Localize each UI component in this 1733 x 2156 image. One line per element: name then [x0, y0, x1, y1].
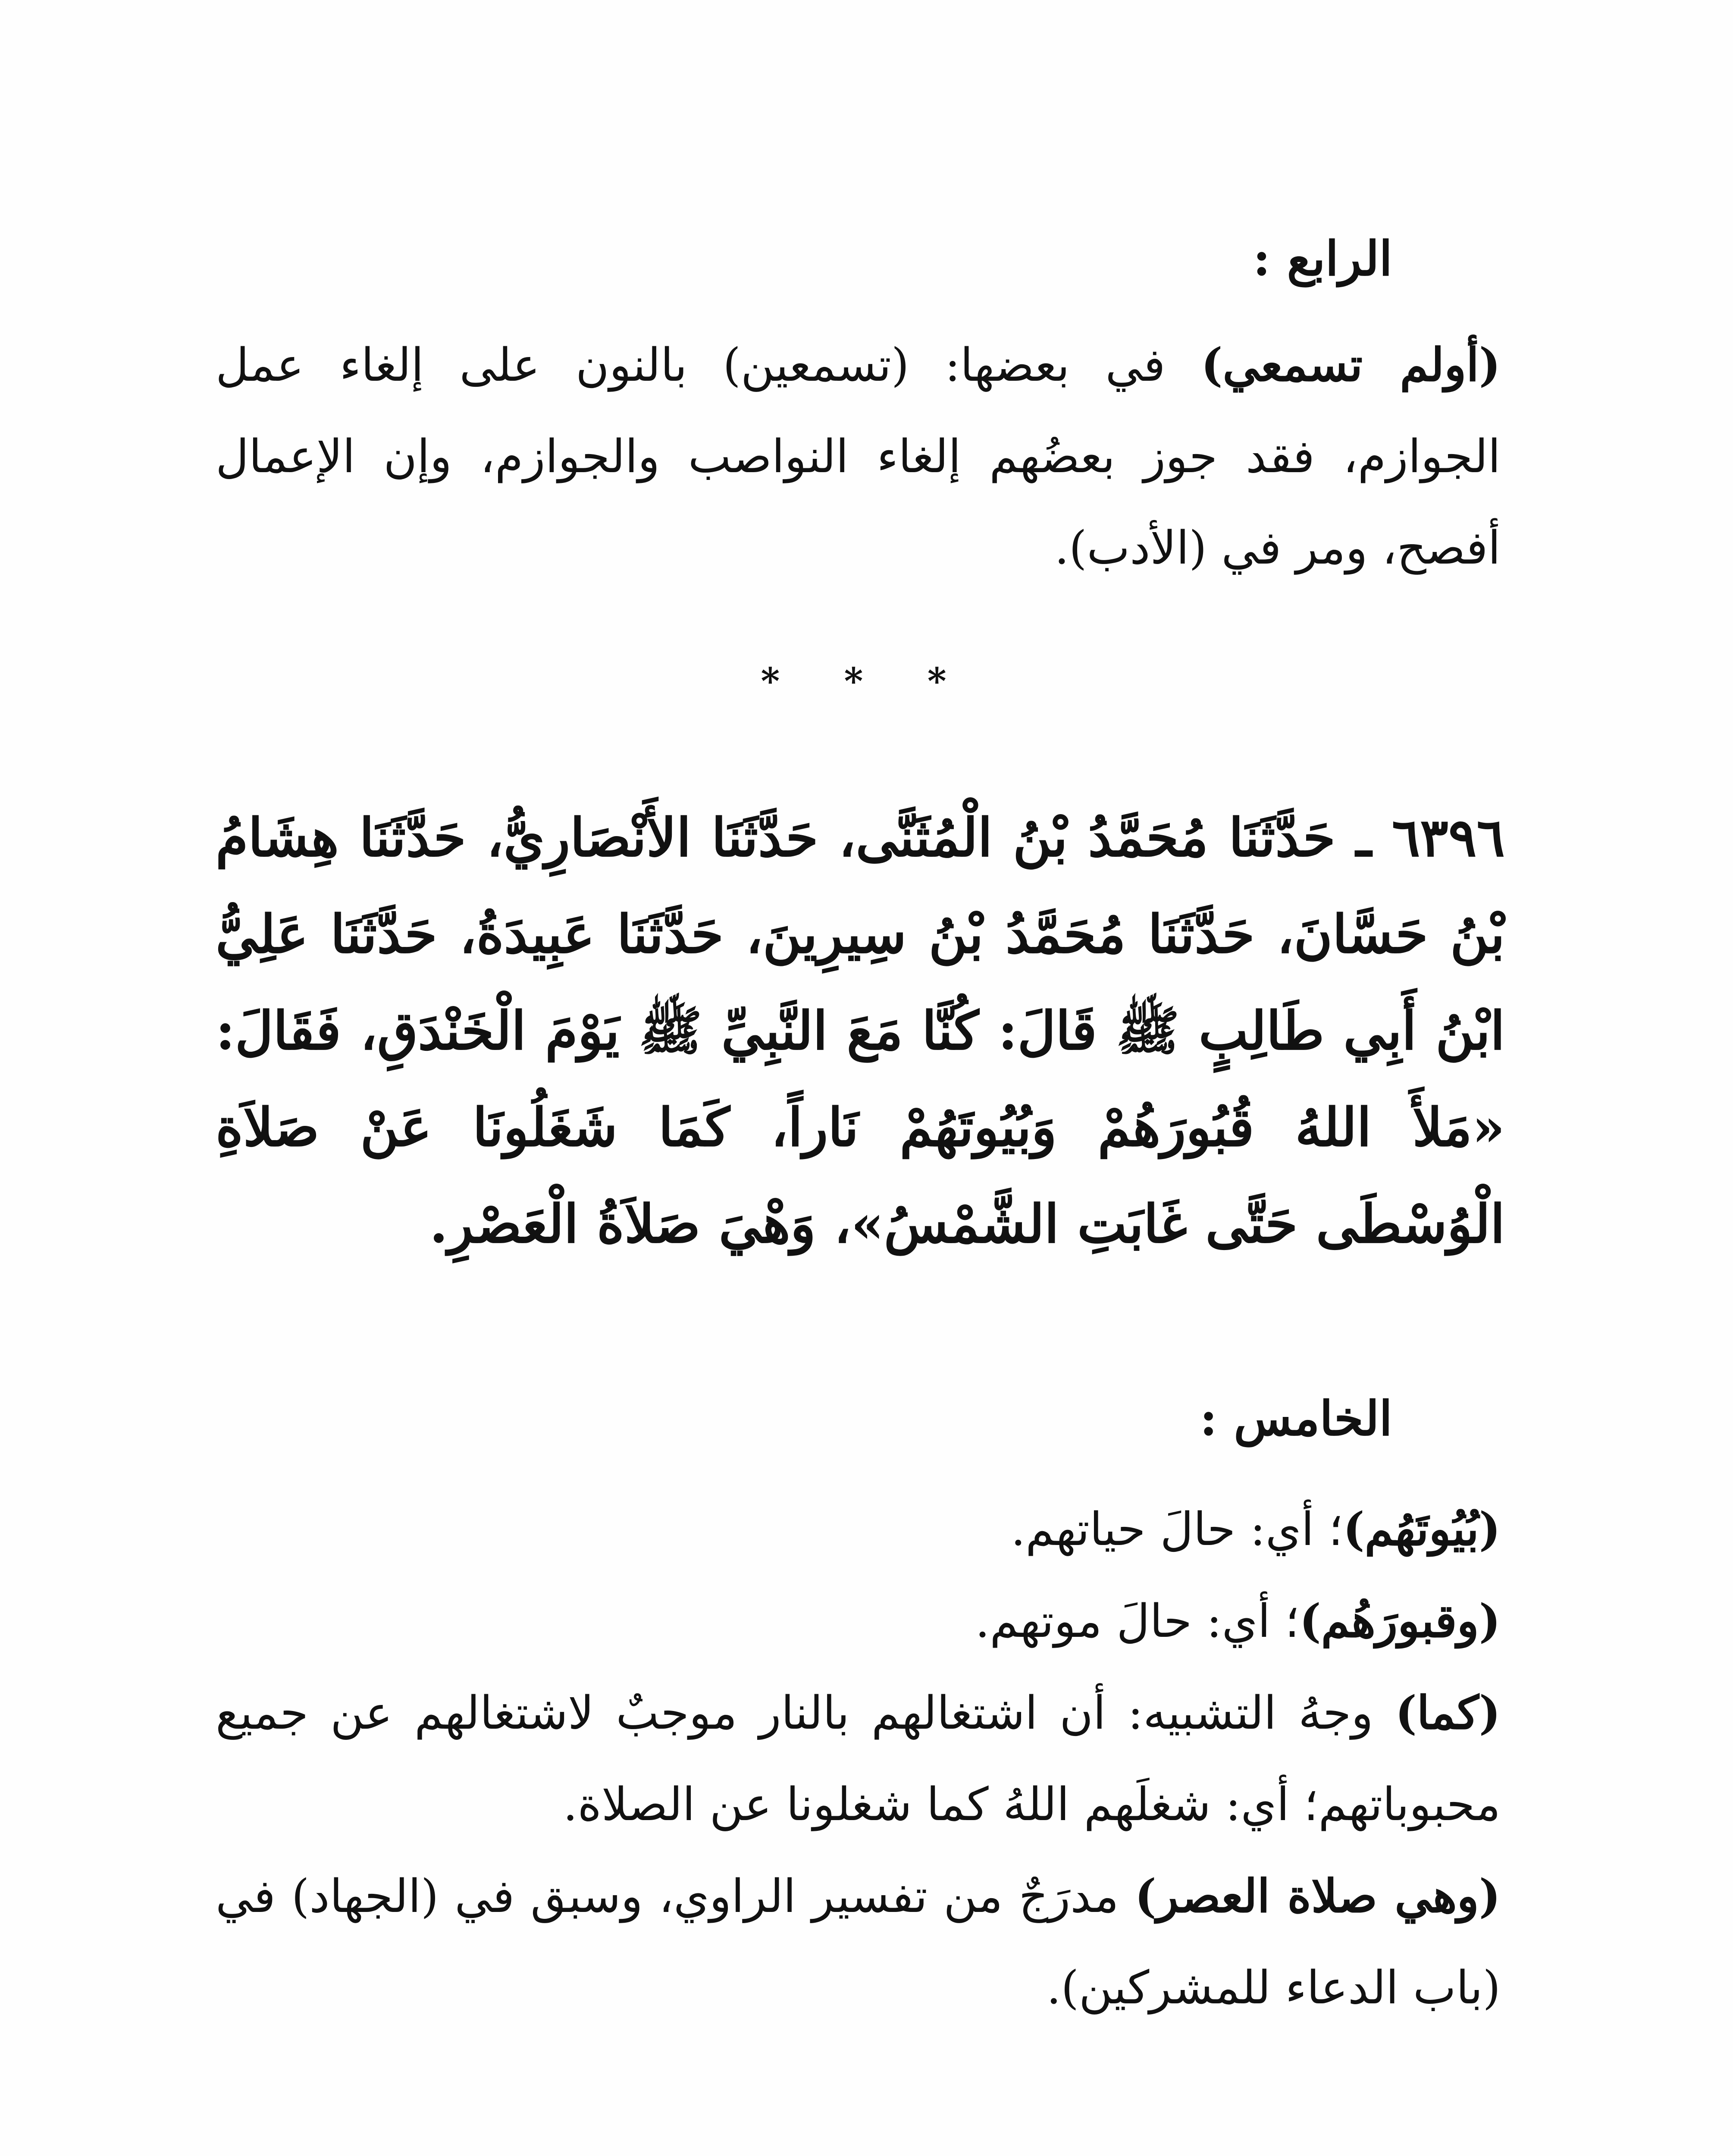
commentary-paragraph — [216, 319, 1501, 594]
commentary-text: ؛ أي: حالَ موتهم. — [975, 1595, 1300, 1648]
lemma-quote: (وهي صلاة العصر) — [1134, 1869, 1501, 1923]
commentary-paragraph — [216, 1667, 1501, 1850]
commentary-paragraph — [216, 1483, 1501, 1575]
section-heading-fourth: الرابع : — [1253, 231, 1392, 286]
commentary-text: ؛ أي: حالَ حياتهم. — [1011, 1503, 1343, 1556]
commentary-text: في بعضها: (تسمعين) بالنون على إلغاء عمل الجوازم، فقد جوز بعضُهم إلغاء النواصب والجوازم، وإن الإعمال أفصح، ومر في (الأدب). — [216, 338, 1501, 574]
commentary-text: مدرَجٌ من تفسير الراوي، وسبق في (الجهاد) في (باب الدعاء للمشركين). — [216, 1870, 1501, 2014]
commentary-paragraph — [216, 1850, 1501, 2034]
commentary-paragraph — [216, 1575, 1501, 1667]
commentary-paragraph-fourth — [216, 319, 1501, 594]
lemma-quote: (أولم تسمعي) — [1201, 338, 1501, 392]
hadith-text-block — [216, 789, 1505, 1272]
lemma-quote: (بُيُوتَهُم) — [1343, 1502, 1501, 1556]
commentary-text: وجهُ التشبيه: أن اشتغالهم بالنار موجبٌ لاشتغالهم عن جميع محبوباتهم؛ أي: شغلَهم اللهُ كما شغلونا عن الصلاة. — [216, 1686, 1501, 1831]
commentary-block-fifth — [216, 1483, 1501, 2034]
section-separator: * * * — [761, 660, 972, 702]
hadith-paragraph: ٦٣٩٦ ـ حَدَّثَنَا مُحَمَّدُ بْنُ الْمُثَنَّى، حَدَّثَنَا الأَنْصَارِيُّ، حَدَّثَنَا هِشَامُ بْنُ حَسَّانَ، حَدَّثَنَا مُحَمَّدُ بْنُ سِيرِينَ، حَدَّثَنَا عَبِيدَةُ، حَدَّثَنَا عَلِيُّ ابْنُ أَبِي طَالِبٍ ﷺ قَالَ: كُنَّا مَعَ النَّبِيِّ ﷺ يَوْمَ الْخَنْدَقِ، فَقَالَ: «مَلأَ اللهُ قُبُورَهُمْ وَبُيُوتَهُمْ نَاراً، كَمَا شَغَلُونَا عَنْ صَلاَةِ الْوُسْطَى حَتَّى غَابَتِ الشَّمْسُ»، وَهْيَ صَلاَةُ الْعَصْرِ. — [216, 806, 1505, 1255]
lemma-quote: (كما) — [1395, 1686, 1501, 1739]
section-heading-fifth: الخامس : — [1200, 1391, 1392, 1446]
lemma-quote: (وقبورَهُم) — [1299, 1594, 1501, 1648]
